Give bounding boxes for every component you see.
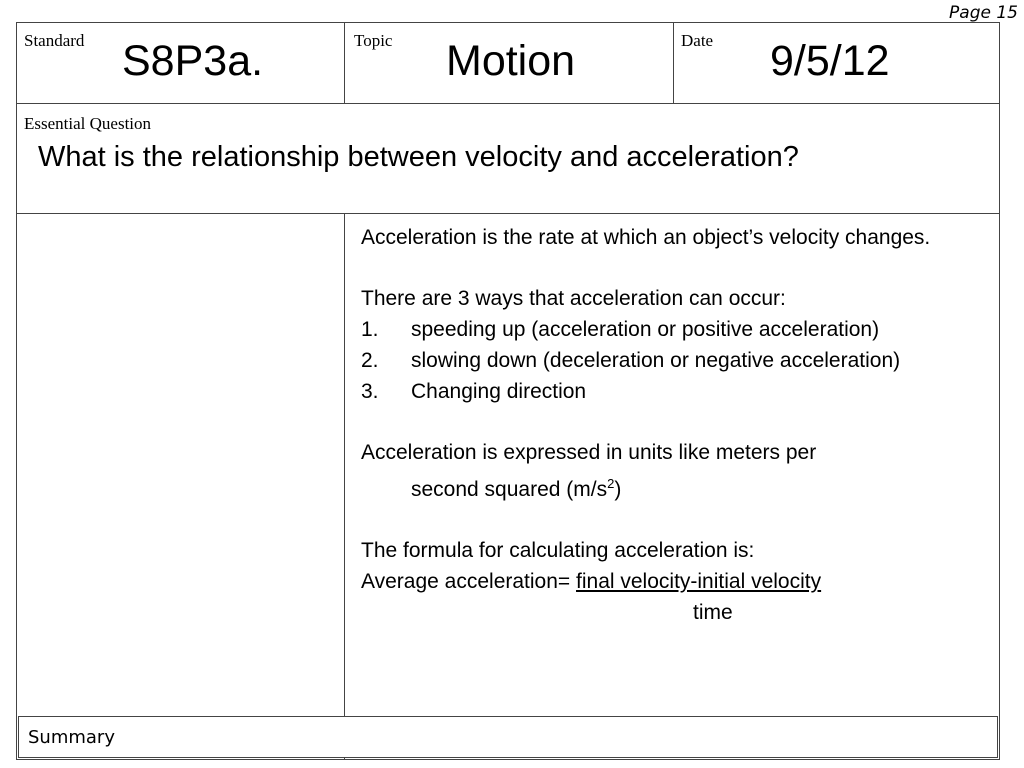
topic-value: Motion <box>446 37 576 85</box>
list-item-text: Changing direction <box>411 380 587 403</box>
list-item <box>361 314 991 345</box>
page-number: Page 15 <box>949 3 1018 23</box>
header-divider <box>16 103 1000 104</box>
standard-value: S8P3a. <box>122 37 264 85</box>
list-item-text: slowing down (deceleration or negative acceleration) <box>411 349 901 372</box>
essential-question-label: Essential Question <box>24 114 152 133</box>
date-label: Date <box>681 31 714 50</box>
question-divider <box>16 213 1000 214</box>
list-item <box>361 345 991 376</box>
list-item-number: 3. <box>361 380 379 403</box>
formula-line <box>361 566 991 597</box>
formula-intro: The formula for calculating acceleration is: <box>361 539 755 562</box>
formula-denominator: time <box>693 601 733 624</box>
topic-label: Topic <box>354 31 393 50</box>
list-item <box>361 376 991 407</box>
ways-intro: There are 3 ways that acceleration can occur: <box>361 287 786 310</box>
units-superscript: 2 <box>607 476 615 491</box>
standard-label: Standard <box>24 31 85 50</box>
summary-label: Summary <box>28 727 115 748</box>
units-close: ) <box>614 478 622 501</box>
formula-lhs: Average acceleration= <box>361 570 577 593</box>
acceleration-definition: Acceleration is the rate at which an object’s velocity changes. <box>361 226 931 249</box>
summary-box <box>18 716 998 758</box>
units-line-1: Acceleration is expressed in units like meters per <box>361 441 817 464</box>
date-value: 9/5/12 <box>770 37 890 85</box>
essential-question-text: What is the relationship between velocity and acceleration? <box>38 141 799 173</box>
list-item-number: 2. <box>361 349 379 372</box>
notes-column <box>361 222 991 628</box>
list-item-number: 1. <box>361 318 379 341</box>
header-col-divider-1 <box>344 22 345 103</box>
formula-numerator: final velocity-initial velocity <box>576 570 822 593</box>
units-line-2 <box>361 468 991 505</box>
header-col-divider-2 <box>673 22 674 103</box>
units-text: second squared (m/s <box>411 478 608 501</box>
list-item-text: speeding up (acceleration or positive acceleration) <box>411 318 880 341</box>
notes-col-divider <box>344 213 345 760</box>
